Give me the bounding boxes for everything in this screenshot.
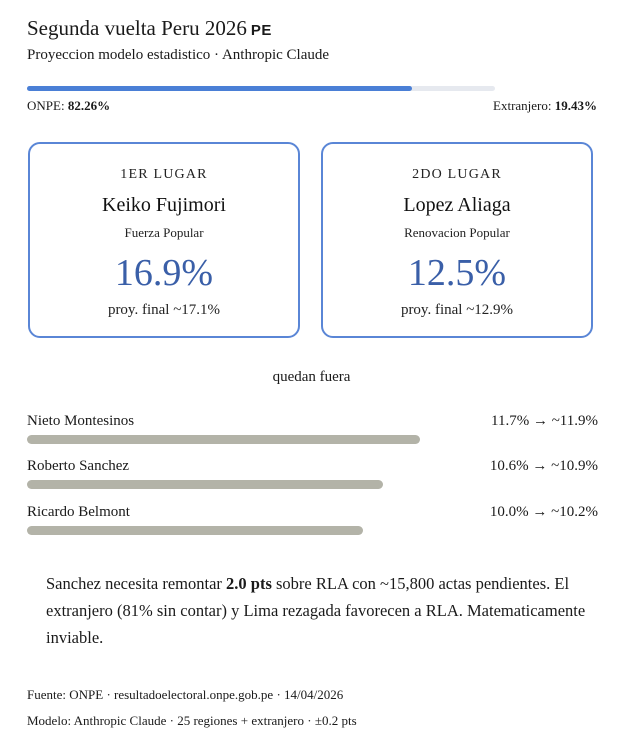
count-progress-fill [27,86,412,91]
eliminated-value: 10.0% → ~10.2% [489,504,598,520]
footer-model: Modelo: Anthropic Claude · 25 regiones + extranjero · ±0.2 pts [27,713,357,728]
candidate-projection: proy. final ~17.1% [107,302,221,318]
count-progress-bar [27,86,495,91]
country-code-badge: PE [250,22,272,39]
note-highlight: 2.0 pts [226,574,272,593]
abroad-value: 19.43% [554,98,597,113]
footer-source: Fuente: ONPE · resultadoelectoral.onpe.gob.pe · 14/04/2026 [27,687,344,702]
onpe-value: 82.26% [67,98,111,113]
eliminated-row [27,502,598,542]
eliminated-name: Nieto Montesinos [27,413,135,429]
abroad-count [493,97,597,115]
eliminated-name: Roberto Sanchez [27,458,130,474]
analysis-note [46,570,586,651]
eliminated-bar [27,435,420,444]
note-text-end: sobre RLA con ~15,800 actas pendientes. El extranjero (81% sin contar) y Lima rezagada favorecen a RLA. Matematicamente inviable. [46,574,586,647]
onpe-label: ONPE: [27,98,65,113]
note-text-start: Sanchez necesita remontar [46,574,227,593]
candidate-percentage: 16.9% [114,252,214,294]
eliminated-value: 10.6% → ~10.9% [489,458,598,474]
card-rank: 1ER LUGAR [120,167,208,182]
candidate-card-second [321,142,593,338]
eliminated-name: Ricardo Belmont [27,504,130,520]
page-subtitle: Proyeccion modelo estadistico · Anthropic Claude [27,47,330,63]
page-title [27,14,272,45]
eliminated-heading: quedan fuera [272,369,351,385]
title-text: Segunda vuelta Peru 2026 [27,16,247,40]
abroad-label: Extranjero: [493,98,552,113]
eliminated-row [27,411,598,451]
eliminated-bar [27,526,363,535]
onpe-count [27,97,110,115]
eliminated-bar [27,480,383,489]
candidate-percentage: 12.5% [407,252,507,294]
eliminated-value: 11.7% → ~11.9% [491,413,598,429]
candidate-party: Renovacion Popular [404,225,510,240]
candidate-projection: proy. final ~12.9% [400,302,514,318]
card-rank: 2DO LUGAR [412,167,502,182]
candidate-name: Lopez Aliaga [403,194,511,216]
candidate-card-first [28,142,300,338]
eliminated-row [27,456,598,496]
candidate-party: Fuerza Popular [124,225,204,240]
candidate-name: Keiko Fujimori [102,194,226,216]
